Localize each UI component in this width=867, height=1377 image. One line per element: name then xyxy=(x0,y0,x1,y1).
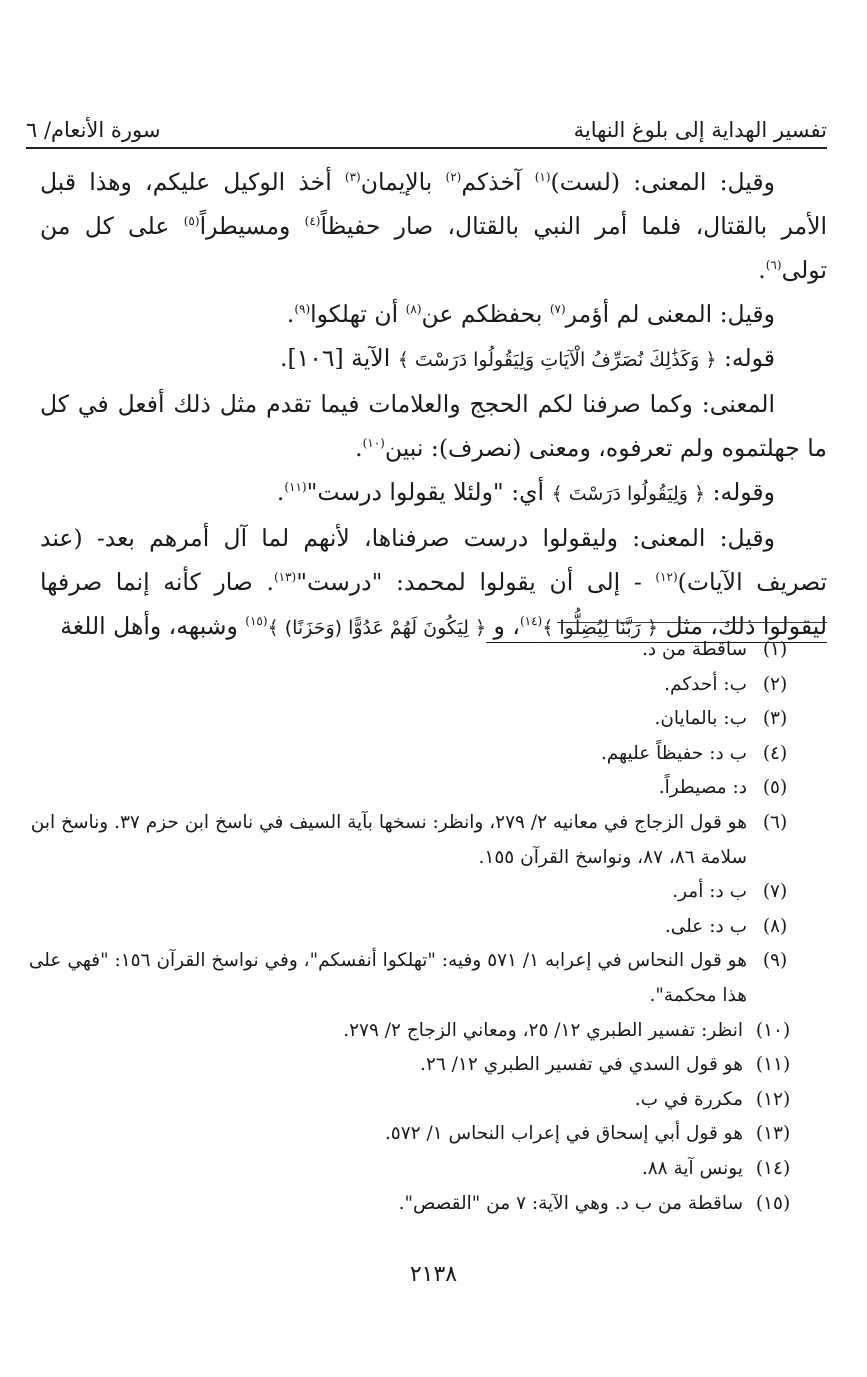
footnote-text: مكررة في ب. xyxy=(634,1088,743,1110)
paragraph-3 xyxy=(40,336,827,382)
footnote-number: (١١) xyxy=(755,1054,791,1076)
footnote-ref: (١١) xyxy=(284,480,307,495)
quran-verse: ﴿ لِيَكُونَ لَهُمْ عَدُوًّا (وَحَزَنًا) ﴾ xyxy=(267,617,487,639)
text-run: ، و xyxy=(486,612,520,640)
footnote-number: (٨) xyxy=(762,915,788,937)
footnote-number: (١٣) xyxy=(755,1123,791,1145)
footnote-text: انظر: تفسير الطبري ١٢/ ٢٥، ومعاني الزجاج ٢/ ٢٧٩. xyxy=(343,1019,743,1041)
footnote-text: هو قول الزجاج في معانيه ٢/ ٢٧٩، وانظر: نسخها بآية السيف في ناسخ ابن حزم ٣٧. وناسخ ابن سلامة ٨٦، ٨٧، ونواسخ القرآن ١٥٥. xyxy=(30,811,747,868)
text-run: . صار كأنه إنما صرفها xyxy=(40,568,274,596)
footnote-text: هو قول النحاس في إعرابه ١/ ٥٧١ وفيه: "تهلكوا أنفسكم"، وفي نواسخ القرآن ١٥٦: "فهي على هذا محكمة". xyxy=(28,950,747,1006)
footnote-text: ب د: أمر. xyxy=(672,881,747,903)
text-run: أن تهلكوا xyxy=(310,300,406,328)
paragraph-2 xyxy=(40,292,827,336)
footnote-item xyxy=(26,910,803,945)
footnote-number: (١٠) xyxy=(755,1019,791,1041)
text-run: وقيل: المعنى: وليقولوا درست صرفناها، لأنهم لما آل أمرهم بعد- (عند تصريف الآيات) xyxy=(40,524,827,596)
quran-verse: ﴿ وَكَذَٰلِكَ نُصَرِّفُ الْآيَاتِ وَلِيَقُولُوا دَرَسْتَ ﴾ xyxy=(397,349,717,371)
footnote-item xyxy=(26,1014,803,1049)
footnote-ref: (٧) xyxy=(549,302,566,317)
footnote-ref: (١٥) xyxy=(245,614,268,629)
footnote-item xyxy=(26,702,803,737)
text-run: - إلى أن يقولوا لمحمد: "درست" xyxy=(296,568,656,596)
footnote-item xyxy=(26,875,803,910)
paragraph-1 xyxy=(40,160,827,292)
text-run: ومسيطراً xyxy=(199,212,305,240)
footnote-item xyxy=(26,633,803,668)
footnote-text: ب: أحدكم. xyxy=(664,673,747,695)
footnote-ref: (٦) xyxy=(765,258,782,273)
footnote-ref: (٥) xyxy=(183,214,200,229)
footnote-ref: (٢) xyxy=(445,170,462,185)
book-title: تفسير الهداية إلى بلوغ النهاية xyxy=(573,118,827,142)
footnote-separator xyxy=(557,622,827,623)
footnote-item xyxy=(26,737,803,772)
footnote-ref: (٣) xyxy=(344,170,361,185)
footnote-number: (٣) xyxy=(762,708,788,730)
page-number: ٢١٣٨ xyxy=(409,1262,458,1287)
footnote-ref: (١٤) xyxy=(519,614,543,629)
footnote-item xyxy=(26,668,803,703)
footnote-text: هو قول السدي في تفسير الطبري ١٢/ ٢٦. xyxy=(420,1054,743,1076)
text-run: وقوله: xyxy=(705,478,775,506)
paragraph-5 xyxy=(40,470,827,516)
footnotes xyxy=(26,633,803,1221)
footnote-item xyxy=(26,1187,803,1222)
footnote-ref: (١٣) xyxy=(273,570,297,585)
surah-label: سورة الأنعام/ ٦ xyxy=(26,118,161,142)
text-run: وقيل: المعنى: (لست) xyxy=(550,168,775,196)
text-run: بحفظكم عن xyxy=(421,300,550,328)
footnote-item xyxy=(26,771,803,806)
footnote-ref: (٤) xyxy=(304,214,321,229)
text-run: ليقولوا ذلك، مثل xyxy=(657,612,827,640)
footnote-text: ب د: حفيظاً عليهم. xyxy=(600,742,747,764)
footnote-item xyxy=(26,806,803,875)
footnote-ref: (١) xyxy=(534,170,551,185)
footnote-ref: (٨) xyxy=(405,302,422,317)
footnote-ref: (١٠) xyxy=(362,436,385,451)
footnote-number: (١٥) xyxy=(755,1192,791,1214)
main-text xyxy=(40,160,827,650)
text-run: . xyxy=(286,300,295,328)
footnote-text: ب د: على. xyxy=(664,915,747,937)
footnote-item xyxy=(26,944,803,1013)
paragraph-6 xyxy=(40,516,827,650)
text-run: وقيل: المعنى لم أؤمر xyxy=(565,300,775,328)
footnote-item xyxy=(26,1048,803,1083)
text-run: . xyxy=(276,478,285,506)
footnote-ref: (٩) xyxy=(294,302,311,317)
text-run: المعنى: وكما صرفنا لكم الحجج والعلامات فيما تقدم مثل ذلك أفعل في كل ما جهلتموه ولم تعرفوه، ومعنى (نصرف): نبين xyxy=(40,390,827,462)
text-run: آخذكم xyxy=(461,168,535,196)
quran-verse: ﴿ رَبَّنَا لِيُضِلُّوا ﴾ xyxy=(542,617,658,639)
text-run: قوله: xyxy=(716,344,775,372)
footnote-item xyxy=(26,1083,803,1118)
running-header xyxy=(26,106,827,142)
paragraph-4 xyxy=(40,382,827,470)
footnote-text: يونس آية ٨٨. xyxy=(641,1157,743,1179)
footnote-number: (٩) xyxy=(762,950,788,972)
header-rule xyxy=(26,147,827,149)
footnote-text: ساقطة من د. xyxy=(642,639,747,660)
footnote-number: (٥) xyxy=(762,777,788,799)
text-run: على كل من تولى xyxy=(40,212,827,284)
text-run: الآية [١٠٦]. xyxy=(280,344,398,372)
footnote-number: (١٢) xyxy=(755,1088,791,1110)
text-run: . xyxy=(355,434,363,462)
footnote-text: ب: بالمايان. xyxy=(654,708,747,730)
text-run: أخذ الوكيل عليكم، وهذا قبل الأمر بالقتال، فلما أمر النبي بالقتال، صار حفيظاً xyxy=(40,168,828,240)
footnote-number: (١٤) xyxy=(755,1157,791,1179)
footnote-number: (٦) xyxy=(762,811,788,833)
text-run: بالإيمان xyxy=(360,168,446,196)
text-run: وشبهه، وأهل اللغة xyxy=(60,612,246,640)
footnote-text: هو قول أبي إسحاق في إعراب النحاس ١/ ٥٧٢. xyxy=(384,1123,743,1145)
footnote-ref: (١٢) xyxy=(655,570,678,585)
text-run: . xyxy=(758,256,766,284)
footnote-text: ساقطة من ب د. وهي الآية: ٧ من "القصص". xyxy=(398,1192,743,1214)
footnote-text: د: مصيطراً. xyxy=(658,777,747,799)
footnote-number: (٧) xyxy=(762,881,788,903)
footnote-item xyxy=(26,1117,803,1152)
text-run: أي: "ولئلا يقولوا درست" xyxy=(306,478,552,506)
quran-verse: ﴿ وَلِيَقُولُوا دَرَسْتَ ﴾ xyxy=(551,483,706,505)
footnote-number: (٢) xyxy=(762,673,788,695)
footnote-number: (١) xyxy=(762,639,788,660)
footnote-number: (٤) xyxy=(762,742,788,764)
footnote-item xyxy=(26,1152,803,1187)
